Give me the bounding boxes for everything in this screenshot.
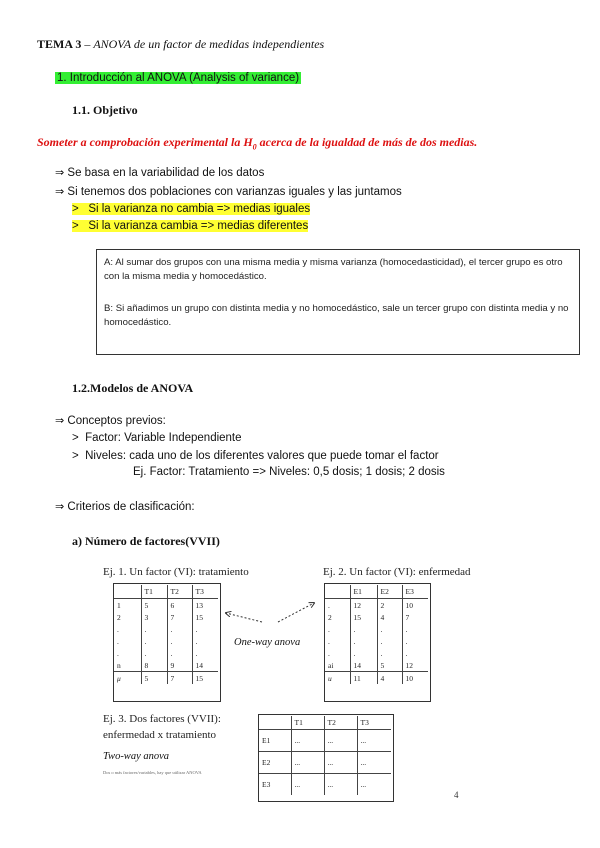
bullet-poblaciones	[55, 185, 402, 198]
table-cell: .	[192, 647, 218, 659]
table-cell: 10	[402, 599, 428, 612]
table-header-row	[114, 585, 218, 599]
table-row	[325, 623, 428, 635]
table-cell: 1	[114, 599, 141, 612]
ej3-table	[259, 716, 391, 795]
document-title	[37, 37, 324, 52]
table-cell: E3	[259, 774, 291, 796]
bullet-text: Si tenemos dos poblaciones con varianzas iguales y las juntamos	[67, 186, 402, 198]
one-way-anova-label: One-way anova	[234, 637, 301, 648]
table-cell: ...	[291, 752, 324, 774]
subbullet-varianza-no-cambia	[72, 203, 310, 215]
subbullet-highlight	[72, 220, 308, 232]
table-cell: 14	[350, 659, 377, 672]
ej2-table	[325, 585, 428, 684]
table-cell: 6	[167, 599, 192, 612]
table-cell: ai	[328, 660, 334, 670]
table-cell: .	[192, 635, 218, 647]
table-cell: .	[328, 636, 330, 646]
table-cell: 3	[141, 611, 167, 623]
subbullet-marker: >	[72, 220, 79, 232]
table-cell: .	[350, 623, 377, 635]
table-row	[114, 659, 218, 672]
table-cell: 5	[141, 672, 167, 685]
table-cell: T3	[192, 585, 218, 599]
table-cell: 11	[350, 672, 377, 685]
criterios-text: Criterios de clasificación:	[67, 501, 195, 513]
table-cell	[259, 716, 291, 730]
table-cell: 2	[377, 599, 402, 612]
table-row	[114, 611, 218, 623]
explanation-b: B: Si añadimos un grupo con distinta media y no homocedástico, sale un tercer grupo con distinta media y no homocedástico.	[104, 303, 569, 328]
table-cell: .	[402, 647, 428, 659]
table-cell: ...	[324, 774, 357, 796]
title-dash: –	[81, 37, 94, 51]
table-row	[325, 635, 428, 647]
table-cell: .	[117, 624, 119, 634]
table-cell: 2	[328, 612, 332, 622]
table-cell: T3	[357, 716, 391, 730]
table-cell: .	[167, 635, 192, 647]
table-cell	[114, 585, 141, 599]
ej3-tiny-note: Dos o más factores/variables, hay que utilizar ANOVA	[103, 770, 202, 775]
table-cell: 5	[141, 599, 167, 612]
table-cell: E1	[350, 585, 377, 599]
section-1-1-heading: 1.1. Objetivo	[72, 103, 138, 117]
table-cell: .	[377, 647, 402, 659]
implies-arrow-icon: ⇒	[55, 500, 65, 513]
table-cell: .	[117, 648, 119, 658]
table-cell: 15	[350, 611, 377, 623]
bullet-variabilidad	[55, 166, 264, 179]
table-cell: .	[141, 623, 167, 635]
table-cell: n	[117, 660, 121, 670]
explanation-box	[96, 249, 580, 355]
table-cell: E1	[259, 730, 291, 752]
ej3-caption-1: Ej. 3. Dos factores (VVII):	[103, 713, 221, 725]
table-cell: E2	[377, 585, 402, 599]
tema-subtitle: ANOVA de un factor de medidas independientes	[93, 37, 325, 51]
table-cell: 4	[377, 672, 402, 685]
table-cell: T1	[291, 716, 324, 730]
table-cell: T2	[324, 716, 357, 730]
table-cell: 12	[402, 659, 428, 672]
table-row	[325, 659, 428, 672]
table-row	[114, 599, 218, 612]
table-cell: 9	[167, 659, 192, 672]
table-cell: ...	[357, 730, 391, 752]
table-cell: 4	[377, 611, 402, 623]
tema-label: TEMA 3	[37, 37, 82, 51]
ej1-caption: Ej. 1. Un factor (VI): tratamiento	[103, 566, 249, 578]
table-cell: .	[192, 623, 218, 635]
table-row	[114, 635, 218, 647]
table-cell	[325, 585, 350, 599]
table-cell: .	[141, 647, 167, 659]
table-cell: 2	[117, 612, 121, 622]
table-row	[259, 730, 391, 752]
table-cell: .	[141, 635, 167, 647]
implies-arrow-icon: ⇒	[55, 166, 65, 179]
objective-text-before: Someter a comprobación experimental la H	[37, 135, 253, 149]
table-cell: T2	[167, 585, 192, 599]
table-cell: .	[377, 635, 402, 647]
table-cell: ...	[291, 774, 324, 796]
concepto-text: Factor: Variable Independiente	[85, 432, 242, 444]
table-cell: E3	[402, 585, 428, 599]
objective-subscript: 0	[252, 142, 257, 152]
two-way-anova-label: Two-way anova	[103, 751, 170, 762]
table-cell: ...	[291, 730, 324, 752]
concepto-ejemplo: Ej. Factor: Tratamiento => Niveles: 0,5 dosis; 1 dosis; 2 dosis	[133, 466, 445, 478]
table-row	[259, 774, 391, 796]
table-cell: 12	[350, 599, 377, 612]
table-cell: .	[377, 623, 402, 635]
explanation-a: A: Al sumar dos grupos con una misma media y misma varianza (homocedasticidad), el tercer grupo es otro con la misma media y homocedástico.	[104, 257, 563, 282]
concepto-factor	[72, 432, 242, 444]
table-row	[325, 611, 428, 623]
subbullet-text: Si la varianza no cambia => medias iguales	[88, 203, 311, 215]
table-cell: .	[328, 648, 330, 658]
table-header-row	[259, 716, 391, 730]
table-cell: ...	[324, 752, 357, 774]
table-cell: 10	[402, 672, 428, 685]
table-cell: 5	[377, 659, 402, 672]
table-cell: ...	[324, 730, 357, 752]
table-cell: .	[167, 647, 192, 659]
implies-arrow-icon: ⇒	[55, 414, 65, 427]
table-cell: 8	[141, 659, 167, 672]
table-cell: μ	[114, 672, 141, 685]
table-row	[114, 647, 218, 659]
implies-arrow-icon: ⇒	[55, 185, 65, 198]
table-cell: 13	[192, 599, 218, 612]
section-1-2-heading: 1.2.Modelos de ANOVA	[72, 381, 194, 395]
section-1-heading	[55, 70, 301, 85]
table-cell: ...	[357, 752, 391, 774]
criterios-heading	[55, 500, 195, 513]
section-1-label: 1. Introducción al ANOVA (Analysis of variance)	[57, 72, 300, 84]
conceptos-text: Conceptos previos:	[67, 415, 166, 427]
table-header-row	[325, 585, 428, 599]
table-cell: .	[350, 647, 377, 659]
table-cell: u	[325, 672, 350, 685]
table-mean-row	[325, 672, 428, 685]
table-cell: 15	[192, 672, 218, 685]
table-row	[259, 752, 391, 774]
ej1-table	[114, 585, 218, 684]
objective-statement	[37, 135, 477, 151]
table-cell: .	[402, 635, 428, 647]
concepto-marker: >	[72, 432, 79, 444]
ej2-caption: Ej. 2. Un factor (VI): enfermedad	[323, 566, 471, 578]
subbullet-varianza-cambia	[72, 220, 308, 232]
concepto-marker: >	[72, 450, 79, 462]
table-cell: 7	[402, 611, 428, 623]
concepto-text: Niveles: cada uno de los diferentes valores que puede tomar el factor	[85, 450, 439, 462]
table-cell: .	[328, 624, 330, 634]
table-cell: 14	[192, 659, 218, 672]
subsection-a-heading: a) Número de factores(VVII)	[72, 534, 220, 548]
subbullet-text: Si la varianza cambia => medias diferentes	[88, 220, 309, 232]
subbullet-marker: >	[72, 203, 79, 215]
subbullet-highlight	[72, 203, 310, 215]
table-cell: 7	[167, 611, 192, 623]
table-cell: 7	[167, 672, 192, 685]
table-cell: 15	[192, 611, 218, 623]
concepto-niveles	[72, 450, 439, 462]
table-row	[325, 647, 428, 659]
bullet-text: Se basa en la variabilidad de los datos	[67, 167, 265, 179]
table-cell: .	[167, 623, 192, 635]
table-cell: .	[117, 636, 119, 646]
table-cell: ...	[357, 774, 391, 796]
table-cell: T1	[141, 585, 167, 599]
table-row	[325, 599, 428, 612]
ej3-caption-2: enfermedad x tratamiento	[103, 729, 217, 741]
table-mean-row	[114, 672, 218, 685]
page-number: 4	[454, 790, 459, 800]
table-cell: .	[402, 623, 428, 635]
table-cell: .	[350, 635, 377, 647]
table-cell: E2	[259, 752, 291, 774]
conceptos-heading	[55, 414, 166, 427]
objective-text-after: acerca de la igualdad de más de dos medias.	[256, 135, 478, 149]
table-row	[114, 623, 218, 635]
table-cell: .	[325, 599, 350, 612]
